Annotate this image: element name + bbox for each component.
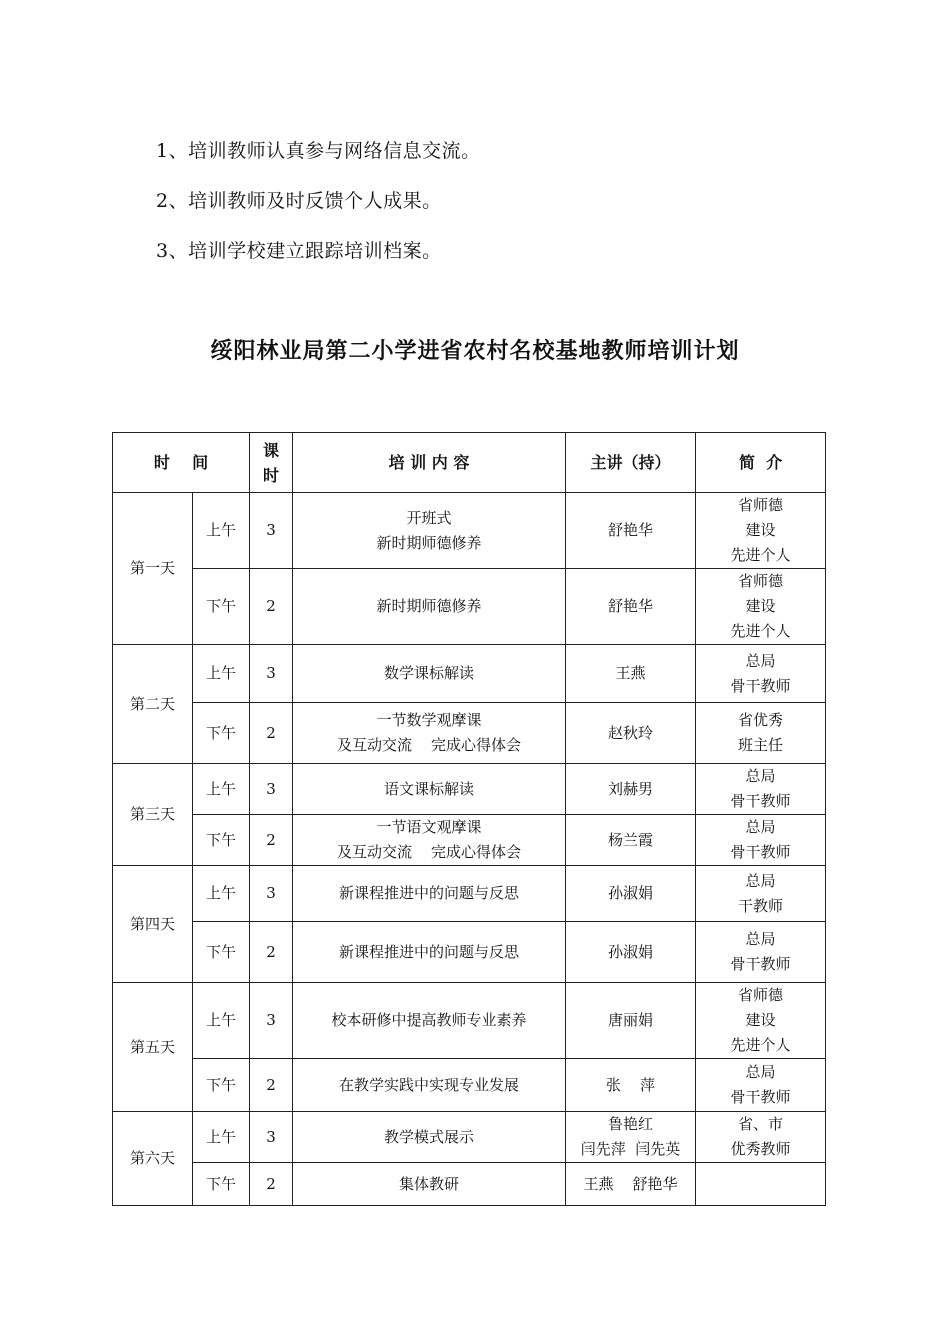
period-cell: 下午 (193, 815, 250, 866)
lecturer-cell: 鲁艳红 闫先萍 闫先英 (566, 1112, 696, 1163)
hours-cell: 3 (250, 1112, 293, 1163)
table-row (113, 815, 826, 866)
training-plan-table (112, 432, 826, 1206)
content-cell: 新课程推进中的问题与反思 (293, 866, 566, 922)
requirement-item: 2、培训教师及时反馈个人成果。 (156, 190, 442, 212)
table-row (113, 764, 826, 815)
content-cell: 开班式 新时期师德修养 (293, 493, 566, 569)
hours-cell: 3 (250, 764, 293, 815)
period-cell: 下午 (193, 1163, 250, 1206)
intro-cell: 省师德 建设 先进个人 (696, 493, 826, 569)
intro-cell: 总局 骨干教师 (696, 645, 826, 703)
intro-cell: 总局 干教师 (696, 866, 826, 922)
header-content: 培 训 内 容 (293, 433, 566, 493)
intro-cell: 省师德 建设 先进个人 (696, 983, 826, 1059)
header-intro: 简 介 (696, 433, 826, 493)
period-cell: 下午 (193, 1059, 250, 1112)
lecturer-cell: 舒艳华 (566, 569, 696, 645)
table-row (113, 1059, 826, 1112)
hours-cell: 3 (250, 983, 293, 1059)
content-cell: 新时期师德修养 (293, 569, 566, 645)
lecturer-cell: 张 萍 (566, 1059, 696, 1112)
table-row (113, 569, 826, 645)
lecturer-cell: 杨兰霞 (566, 815, 696, 866)
lecturer-cell: 赵秋玲 (566, 703, 696, 764)
table-row (113, 645, 826, 703)
table-row (113, 703, 826, 764)
table-row (113, 1112, 826, 1163)
content-cell: 数学课标解读 (293, 645, 566, 703)
period-cell: 下午 (193, 569, 250, 645)
content-cell: 在教学实践中实现专业发展 (293, 1059, 566, 1112)
content-cell: 教学模式展示 (293, 1112, 566, 1163)
day-cell: 第一天 (113, 493, 193, 645)
period-cell: 下午 (193, 703, 250, 764)
lecturer-cell: 刘赫男 (566, 764, 696, 815)
period-cell: 上午 (193, 983, 250, 1059)
hours-cell: 2 (250, 815, 293, 866)
table-row (113, 1163, 826, 1206)
lecturer-cell: 舒艳华 (566, 493, 696, 569)
lecturer-cell: 王燕 (566, 645, 696, 703)
period-cell: 上午 (193, 764, 250, 815)
period-cell: 上午 (193, 493, 250, 569)
header-lecturer: 主讲（持） (566, 433, 696, 493)
hours-cell: 3 (250, 645, 293, 703)
requirement-item: 1、培训教师认真参与网络信息交流。 (156, 140, 481, 162)
hours-cell: 2 (250, 703, 293, 764)
intro-cell: 总局 骨干教师 (696, 1059, 826, 1112)
period-cell: 上午 (193, 645, 250, 703)
day-cell: 第二天 (113, 645, 193, 764)
hours-cell: 2 (250, 1059, 293, 1112)
content-cell: 一节数学观摩课 及互动交流 完成心得体会 (293, 703, 566, 764)
table-row (113, 866, 826, 922)
header-time: 时 间 (113, 433, 250, 493)
content-cell: 新课程推进中的问题与反思 (293, 922, 566, 983)
intro-cell (696, 1163, 826, 1206)
hours-cell: 2 (250, 569, 293, 645)
hours-cell: 3 (250, 493, 293, 569)
lecturer-cell: 王燕 舒艳华 (566, 1163, 696, 1206)
period-cell: 上午 (193, 1112, 250, 1163)
intro-cell: 总局 骨干教师 (696, 922, 826, 983)
table-row (113, 983, 826, 1059)
hours-cell: 2 (250, 1163, 293, 1206)
content-cell: 语文课标解读 (293, 764, 566, 815)
day-cell: 第五天 (113, 983, 193, 1112)
requirement-item: 3、培训学校建立跟踪培训档案。 (156, 240, 442, 262)
intro-cell: 省师德 建设 先进个人 (696, 569, 826, 645)
table-header-row (113, 433, 826, 493)
intro-cell: 总局 骨干教师 (696, 815, 826, 866)
intro-cell: 总局 骨干教师 (696, 764, 826, 815)
intro-cell: 省、市 优秀教师 (696, 1112, 826, 1163)
hours-cell: 2 (250, 922, 293, 983)
period-cell: 下午 (193, 922, 250, 983)
content-cell: 校本研修中提高教师专业素养 (293, 983, 566, 1059)
hours-cell: 3 (250, 866, 293, 922)
lecturer-cell: 孙淑娟 (566, 922, 696, 983)
day-cell: 第三天 (113, 764, 193, 866)
content-cell: 集体教研 (293, 1163, 566, 1206)
day-cell: 第六天 (113, 1112, 193, 1206)
plan-title: 绥阳林业局第二小学进省农村名校基地教师培训计划 (210, 339, 740, 364)
requirements-list (156, 136, 481, 286)
table-row (113, 922, 826, 983)
table-row (113, 493, 826, 569)
header-hours: 课 时 (250, 433, 293, 493)
intro-cell: 省优秀 班主任 (696, 703, 826, 764)
lecturer-cell: 孙淑娟 (566, 866, 696, 922)
lecturer-cell: 唐丽娟 (566, 983, 696, 1059)
day-cell: 第四天 (113, 866, 193, 983)
content-cell: 一节语文观摩课 及互动交流 完成心得体会 (293, 815, 566, 866)
period-cell: 上午 (193, 866, 250, 922)
